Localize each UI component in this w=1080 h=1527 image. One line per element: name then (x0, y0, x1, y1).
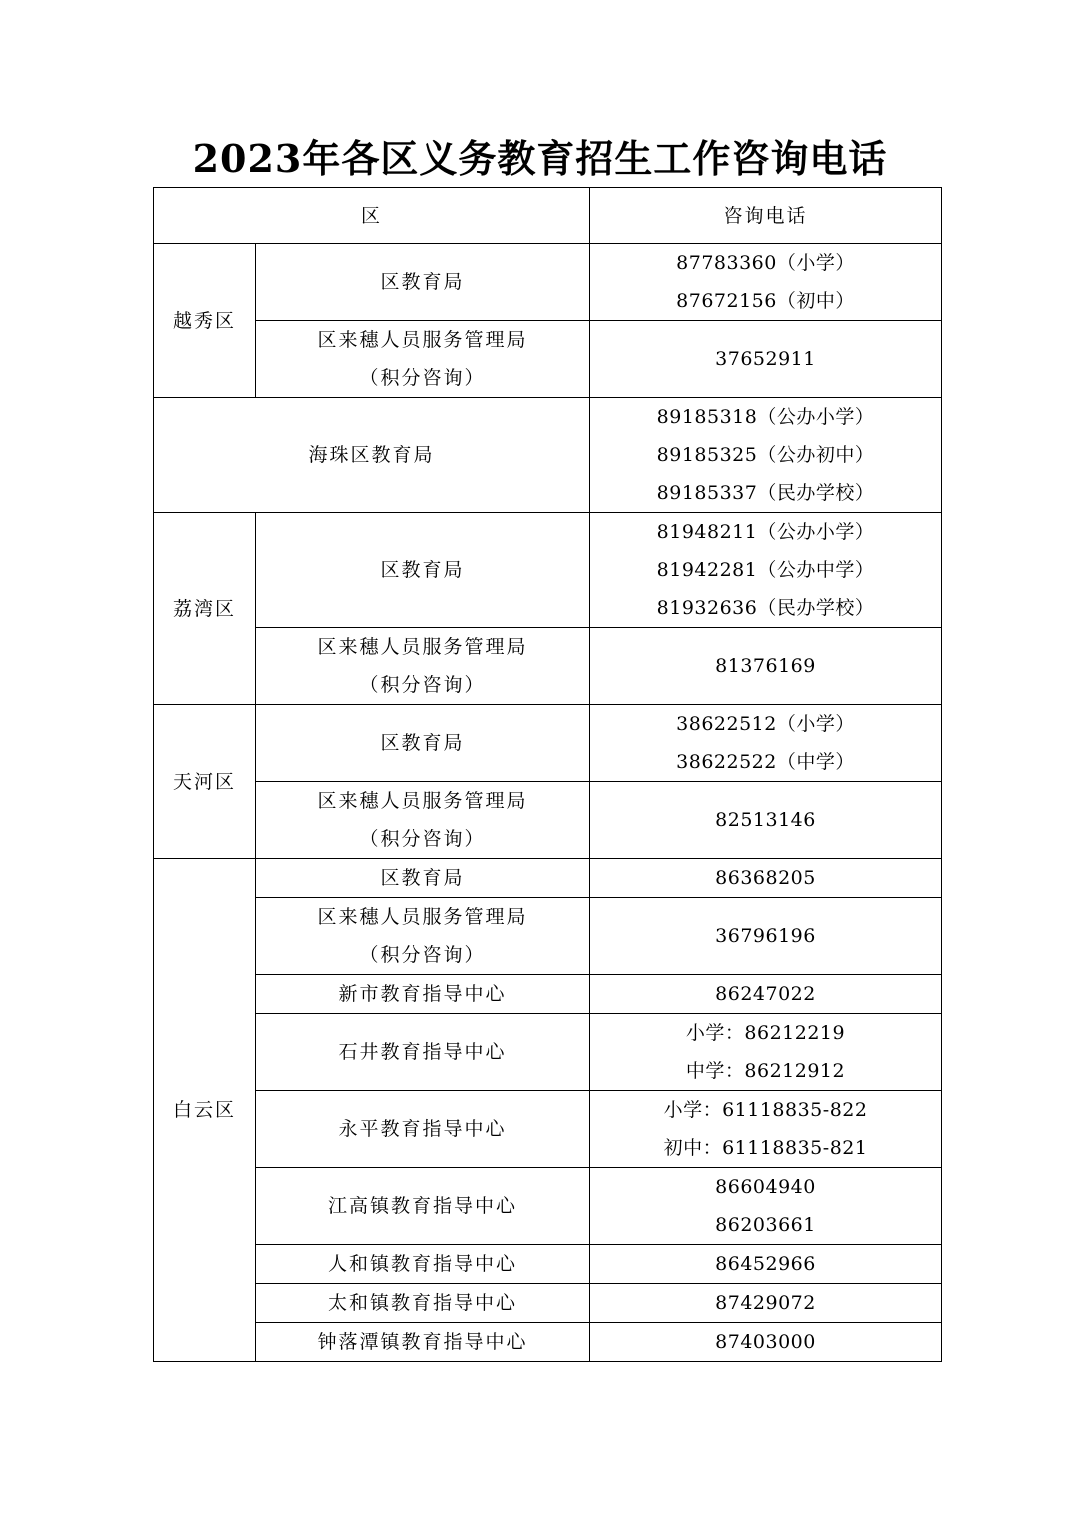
phone-line: 初中：61118835-821 (663, 1137, 868, 1159)
table-row (154, 1014, 942, 1091)
unit-name-line: 区来穗人员服务管理局 (317, 906, 528, 928)
unit-name (256, 782, 590, 859)
unit-phone (590, 1168, 942, 1245)
unit-phone: 86247022 (590, 975, 942, 1014)
phone-line: 81948211（公办小学） (656, 521, 875, 543)
unit-phone (590, 513, 942, 628)
phone-line: 小学：86212219 (685, 1022, 846, 1044)
table-row (154, 782, 942, 859)
table-row (154, 1284, 942, 1323)
table-row (154, 1091, 942, 1168)
phone-line: 89185337（民办学校） (656, 482, 875, 504)
page-title: 2023年各区义务教育招生工作咨询电话 (192, 136, 888, 181)
table-row (154, 1245, 942, 1284)
unit-phone: 37652911 (590, 321, 942, 398)
table-row (154, 898, 942, 975)
unit-name: 区教育局 (256, 859, 590, 898)
unit-name: 新市教育指导中心 (256, 975, 590, 1014)
unit-name-line: （积分咨询） (359, 944, 486, 966)
unit-name: 永平教育指导中心 (256, 1091, 590, 1168)
table-row (154, 859, 942, 898)
district-baiyun: 白云区 (154, 859, 256, 1362)
header-district: 区 (154, 188, 590, 244)
unit-name: 区教育局 (256, 244, 590, 321)
unit-phone (590, 1014, 942, 1091)
unit-name (256, 628, 590, 705)
unit-phone: 86368205 (590, 859, 942, 898)
phone-line: 小学：61118835-822 (663, 1099, 868, 1121)
table-row (154, 321, 942, 398)
table-row (154, 513, 942, 628)
unit-name: 区教育局 (256, 705, 590, 782)
unit-phone (590, 705, 942, 782)
table-row (154, 628, 942, 705)
unit-phone (590, 398, 942, 513)
unit-name-line: （积分咨询） (359, 674, 486, 696)
phone-line: 38622522（中学） (676, 751, 855, 773)
district-liwan: 荔湾区 (154, 513, 256, 705)
phone-line: 81942281（公办中学） (656, 559, 875, 581)
unit-name: 石井教育指导中心 (256, 1014, 590, 1091)
phone-line: 86604940 (715, 1176, 816, 1198)
district-haizhu: 海珠区教育局 (154, 398, 590, 513)
unit-phone: 82513146 (590, 782, 942, 859)
district-tianhe: 天河区 (154, 705, 256, 859)
phone-line: 38622512（小学） (676, 713, 855, 735)
unit-name (256, 321, 590, 398)
phone-line: 87672156（初中） (676, 290, 855, 312)
unit-name (256, 898, 590, 975)
unit-phone (590, 1091, 942, 1168)
table-header-row (154, 188, 942, 244)
unit-phone: 87429072 (590, 1284, 942, 1323)
header-phone: 咨询电话 (590, 188, 942, 244)
unit-name-line: （积分咨询） (359, 367, 486, 389)
unit-name-line: 区来穗人员服务管理局 (317, 790, 528, 812)
unit-phone (590, 244, 942, 321)
district-yuexiu: 越秀区 (154, 244, 256, 398)
unit-phone: 87403000 (590, 1323, 942, 1362)
unit-phone: 86452966 (590, 1245, 942, 1284)
unit-name-line: 区来穗人员服务管理局 (317, 636, 528, 658)
table-row (154, 975, 942, 1014)
unit-name: 区教育局 (256, 513, 590, 628)
unit-name: 江高镇教育指导中心 (256, 1168, 590, 1245)
table-row (154, 1168, 942, 1245)
unit-phone: 36796196 (590, 898, 942, 975)
unit-name-line: 区来穗人员服务管理局 (317, 329, 528, 351)
table-row (154, 1323, 942, 1362)
phone-line: 89185318（公办小学） (656, 406, 875, 428)
table-row (154, 398, 942, 513)
table-row (154, 705, 942, 782)
table-row (154, 244, 942, 321)
phone-line: 86203661 (715, 1214, 816, 1236)
unit-name: 人和镇教育指导中心 (256, 1245, 590, 1284)
unit-phone: 81376169 (590, 628, 942, 705)
unit-name: 太和镇教育指导中心 (256, 1284, 590, 1323)
phone-line: 87783360（小学） (676, 252, 855, 274)
unit-name: 钟落潭镇教育指导中心 (256, 1323, 590, 1362)
phone-line: 中学：86212912 (685, 1060, 846, 1082)
contact-table (153, 187, 942, 1362)
phone-line: 81932636（民办学校） (656, 597, 875, 619)
phone-line: 89185325（公办初中） (656, 444, 875, 466)
unit-name-line: （积分咨询） (359, 828, 486, 850)
